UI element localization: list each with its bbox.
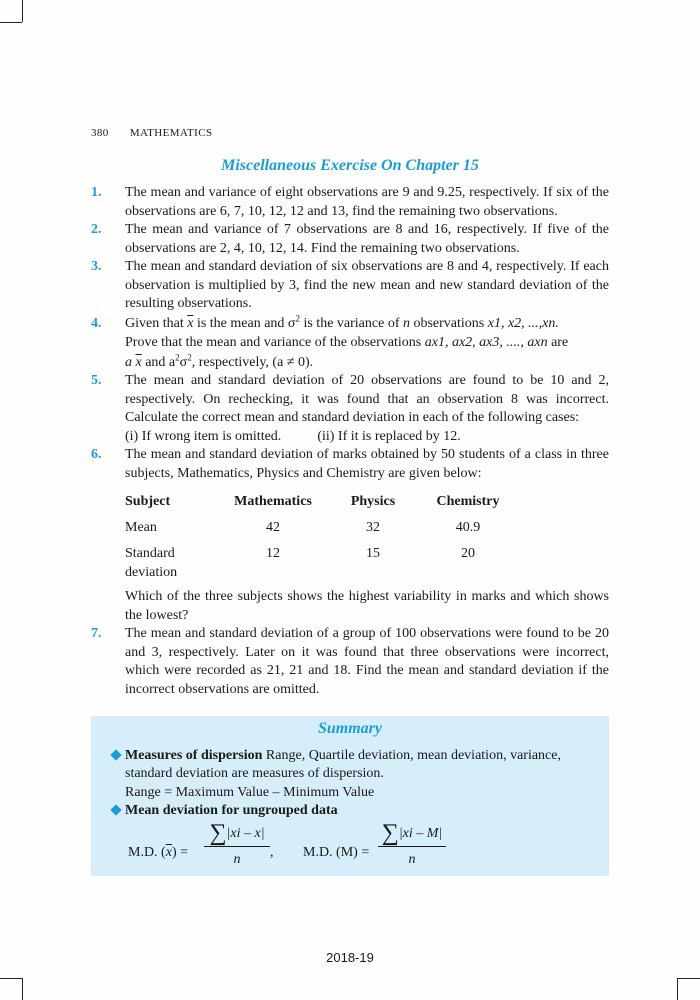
exercise-item xyxy=(91,184,609,221)
exercise-text: Given that xyxy=(125,315,188,331)
scaled-observation-list: ax1, ax2, ax3, ...., axn xyxy=(424,335,548,350)
crop-mark xyxy=(0,978,22,979)
diamond-bullet-icon xyxy=(110,804,121,815)
bullet-heading: Mean deviation for ungrouped data xyxy=(125,803,338,818)
exercise-text: The mean and standard deviation of six observations are 8 and 4, respectively. If each observation is multiplied by 3, find the new mean and new standard deviation of the resulting observations. xyxy=(125,259,609,311)
table-header-row xyxy=(125,493,523,519)
exercise-number: 6. xyxy=(91,447,102,462)
summary-bullet xyxy=(91,747,609,803)
exercise-item xyxy=(91,221,609,258)
page-header xyxy=(91,124,213,143)
formula-label-text: M.D. ( xyxy=(128,845,166,860)
exercise-number: 1. xyxy=(91,185,102,200)
sigma-icon: ∑ xyxy=(209,820,227,846)
x-bar-symbol: $\overline{x}$ xyxy=(187,315,194,331)
exercise-text: The mean and standard deviation of marks obtained by 50 students of a class in three subjects, Mathematics, Physics and Chemistry are given below: xyxy=(125,447,609,481)
exercise-number: 4. xyxy=(91,315,102,331)
formula-label xyxy=(128,844,188,863)
table-header: Mathematics xyxy=(234,494,312,509)
exercise-text: The mean and standard deviation of 20 observations are found to be 10 and 2, respectively. On rechecking, it was found that an observation 8 was incorrect. Calculate the correct mean and standard deviation in each of the following cases: xyxy=(125,373,609,425)
exercise-text: observations xyxy=(409,315,488,331)
table-header: Physics xyxy=(350,494,396,509)
x-bar-symbol: $\overline{x}$ xyxy=(165,845,172,860)
crop-mark xyxy=(22,0,23,22)
table-cell: Mean xyxy=(125,520,157,535)
table-cell: 15 xyxy=(366,546,380,561)
superscript: 2 xyxy=(187,351,192,362)
page-title: Miscellaneous Exercise On Chapter 15 xyxy=(221,157,479,174)
summary-bullet xyxy=(91,802,609,821)
fraction-numerator xyxy=(378,820,446,847)
exercise-item xyxy=(91,625,609,699)
exercise-text: The mean and variance of eight observations are 9 and 9.25, respectively. If six of the observations are 6, 7, 10, 12, 12 and 13, find the remaining two observations. xyxy=(125,185,609,219)
running-head: MATHEMATICS xyxy=(129,127,213,139)
exercise-question: Which of the three subjects shows the highest variability in marks and which shows the lowest? xyxy=(125,589,609,623)
fraction-denominator: n xyxy=(233,851,241,867)
exercise-text: is the variance of xyxy=(299,315,403,331)
exercise-item xyxy=(91,314,609,373)
formula-label-text: ) = xyxy=(171,845,189,860)
exercise-number: 2. xyxy=(91,222,102,237)
summary-box xyxy=(91,716,609,876)
sigma-icon: ∑ xyxy=(381,820,399,846)
table-row xyxy=(125,545,523,582)
table-cell: 20 xyxy=(461,546,475,561)
fraction-denominator: n xyxy=(408,851,416,867)
page-number: 380 xyxy=(91,127,109,139)
exercise-item xyxy=(91,372,609,446)
mean-deviation-formulas xyxy=(128,820,588,878)
range-formula: Range = Maximum Value – Minimum Value xyxy=(125,784,375,800)
comma: , xyxy=(270,845,274,860)
exercise-text: is the mean and σ xyxy=(193,315,296,331)
exercise-text: are xyxy=(547,335,569,350)
table-row xyxy=(125,519,523,545)
fraction xyxy=(204,820,270,869)
exercise-text: The mean and variance of 7 observations are 8 and 16, respectively. If five of the observations are 2, 4, 10, 12, 14. Find the remaining two observations. xyxy=(125,222,609,256)
x-bar-symbol: $\overline{x}$ xyxy=(135,354,142,370)
case-text: (ii) If it is replaced by 12. xyxy=(317,428,461,444)
numerator-text: |xi – M| xyxy=(398,826,443,841)
table-cell: 32 xyxy=(366,520,380,535)
exercise-text: The mean and standard deviation of a group of 100 observations were found to be 20 and 3, respectively. Later on it was found that three observations were incorrect, which were recorded as 21, 21 and 18. Find the mean and standard deviation if the incorrect observations are omitted. xyxy=(125,626,609,697)
bullet-text: Range, Quartile deviation, mean deviation, variance, standard deviation are measures of dispersion. xyxy=(125,747,561,781)
exercise-number: 5. xyxy=(91,373,102,388)
page-footer: 2018-19 xyxy=(326,950,374,965)
variable-a: a xyxy=(125,354,132,370)
exercise-number: 7. xyxy=(91,626,102,641)
superscript: 2 xyxy=(175,351,180,362)
table-header: Chemistry xyxy=(436,494,500,509)
exercise-item xyxy=(91,258,609,314)
table-cell: 40.9 xyxy=(455,520,481,535)
table-header: Subject xyxy=(125,494,171,509)
formula-label: M.D. (M) = xyxy=(303,845,370,860)
crop-mark xyxy=(677,978,678,1000)
variable-n: n xyxy=(402,315,410,331)
observation-list: x1, x2, ...,xn. xyxy=(487,315,559,331)
sigma-symbol: σ xyxy=(179,354,188,370)
exercise-text: Prove that the mean and variance of the observations xyxy=(125,335,425,350)
exercise-item xyxy=(91,446,609,625)
crop-mark xyxy=(678,978,700,979)
exercise-number: 3. xyxy=(91,259,102,274)
diamond-bullet-icon xyxy=(110,749,121,760)
table-cell: 42 xyxy=(266,520,280,535)
exercise-list xyxy=(91,184,609,699)
case-text: (i) If wrong item is omitted. xyxy=(125,428,282,444)
numerator-text: |xi – x| xyxy=(226,826,265,841)
crop-mark xyxy=(22,978,23,1000)
exercise-text: and a xyxy=(141,354,176,370)
fraction xyxy=(378,820,446,869)
table-cell: 12 xyxy=(266,546,280,561)
fraction-numerator xyxy=(204,820,270,847)
table-cell: Standard deviation xyxy=(125,546,178,580)
superscript: 2 xyxy=(295,312,300,323)
summary-title: Summary xyxy=(317,720,382,737)
exercise-text: , respectively, (a ≠ 0). xyxy=(191,354,314,370)
bullet-heading: Measures of dispersion xyxy=(125,747,263,763)
marks-table xyxy=(125,493,523,582)
crop-mark xyxy=(0,22,22,23)
